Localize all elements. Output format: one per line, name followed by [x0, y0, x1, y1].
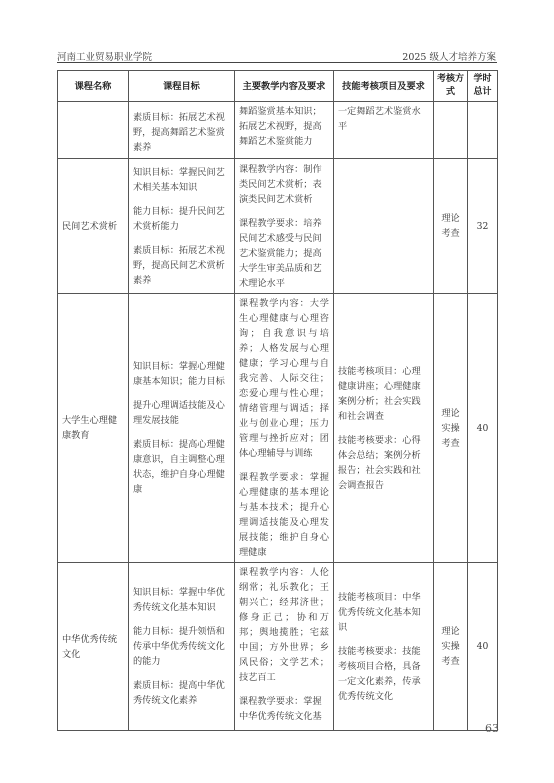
content-text: 课程教学内容：大学生心理健康与心理咨询；自我意识与培养；人格发展与心理健康；学习心理与自我完善、人际交往；恋爱心理与性心理；情绪管理与调适；择业与创业心理；压力管理与挫折应对；团体心理辅导与训练 — [239, 298, 329, 459]
goal-text: 提升心理调适技能及心理发展技能 — [133, 400, 225, 426]
header-doc-title: 2025 级人才培养方案 — [402, 52, 496, 63]
course-name: 中华优秀传统文化 — [58, 563, 129, 731]
table-row — [58, 563, 498, 731]
course-name: 大学生心理健康教育 — [58, 294, 129, 563]
col-header-assess: 技能考核项目及要求 — [334, 71, 434, 102]
page-number: 63 — [485, 722, 499, 735]
course-hours: 40 — [468, 294, 498, 563]
assess-text: 技能考核项目：心理健康讲座；心理健康案例分析；社会实践和社会调查 — [338, 365, 421, 422]
col-header-method: 考核方式 — [434, 71, 468, 102]
assess-text: 技能考核项目：中华优秀传统文化基本知识 — [338, 591, 421, 633]
assess-text: 技能考核要求：技能考核项目合格，具备一定文化素养，传承优秀传统文化 — [338, 645, 421, 702]
goal-text: 素质目标：提高心理健康意识，自主调整心理状态，维护自身心理健康 — [133, 439, 225, 495]
goal-text: 知识目标：掌握民间艺术相关基本知识 — [133, 166, 225, 193]
assess-text: 技能考核要求：心得体会总结；案例分析报告；社会实践和社会调查报告 — [338, 434, 421, 491]
course-table — [57, 70, 498, 731]
course-hours: 32 — [468, 159, 498, 294]
content-text: 课程教学要求：培养民间艺术感受与民间艺术鉴赏能力；提高大学生审美品质和艺术理论水平 — [239, 217, 322, 289]
content-text: 课程教学要求：掌握心理健康的基本理论与基本技术；提升心理调适技能及心理发展技能；维护自身心理健康 — [239, 472, 329, 558]
goal-text: 知识目标：掌握心理健康基本知识；能力目标 — [133, 361, 225, 387]
content-text: 课程教学要求：掌握中华优秀传统文化基 — [239, 696, 322, 722]
content-text: 课程教学内容：人伦纲常；礼乐教化；王朝兴亡；经邦济世；修身正己；协和万邦；舆地揽胜；宅兹中国；方外世界；乡风民俗；文学艺术；技艺百工 — [239, 567, 329, 683]
col-header-hours: 学时总计 — [468, 71, 498, 102]
course-name: 民间艺术赏析 — [58, 159, 129, 294]
goal-text: 能力目标：提升领悟和传承中华优秀传统文化的能力 — [133, 626, 225, 667]
goal-text: 知识目标：掌握中华优秀传统文化基本知识 — [133, 587, 225, 613]
course-name — [58, 102, 129, 159]
course-hours: 40 — [468, 563, 498, 731]
col-header-goal: 课程目标 — [129, 71, 235, 102]
header-divider — [57, 62, 497, 63]
table-row — [58, 294, 498, 563]
assess-cell — [334, 159, 434, 294]
table-header-row — [58, 71, 498, 102]
table-row — [58, 102, 498, 159]
assess-method — [434, 102, 468, 159]
header-school: 河南工业贸易职业学院 — [57, 52, 153, 63]
assess-text: 一定舞蹈艺术鉴赏水平 — [338, 106, 421, 132]
col-header-content: 主要教学内容及要求 — [235, 71, 334, 102]
assess-method: 理论考查 — [434, 159, 468, 294]
goal-text: 素质目标：拓展艺术视野，提高舞蹈艺术鉴赏素养 — [133, 112, 225, 153]
goal-text: 素质目标：拓展艺术视野，提高民间艺术赏析素养 — [133, 244, 225, 286]
course-hours — [468, 102, 498, 159]
content-text: 舞蹈鉴赏基本知识；拓展艺术视野，提高舞蹈艺术鉴赏能力 — [239, 106, 322, 147]
content-text: 课程教学内容：制作类民间艺术赏析；表演类民间艺术赏析 — [239, 163, 322, 205]
table-row — [58, 159, 498, 294]
assess-method: 理论实操考查 — [434, 294, 468, 563]
goal-text: 能力目标：提升民间艺术赏析能力 — [133, 205, 225, 232]
assess-method: 理论实操考查 — [434, 563, 468, 731]
goal-text: 素质目标：提高中华优秀传统文化素养 — [133, 680, 225, 706]
col-header-name: 课程名称 — [58, 71, 129, 102]
